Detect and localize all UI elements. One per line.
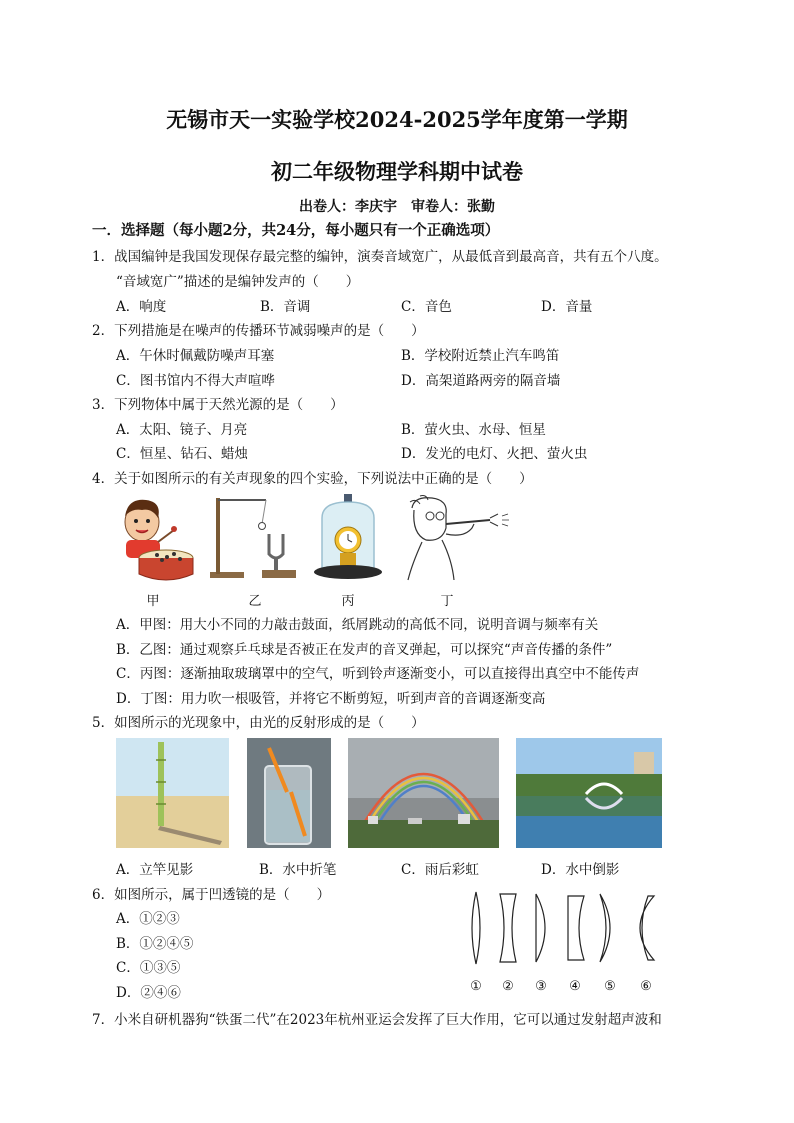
pole-shadow-photo [116, 738, 229, 848]
tuning-fork-figure [206, 494, 298, 582]
q4-option-c: C．丙图：逐渐抽取玻璃罩中的空气，听到铃声逐渐变小，可以直接得出真空中不能传声 [116, 666, 640, 682]
q1-option-d: D．音量 [541, 299, 593, 315]
lens-3-plano-convex [536, 894, 545, 962]
q6-option-d: D．②④⑥ [116, 985, 181, 1001]
q4-option-d: D．丁图：用力吹一根吸管，并将它不断剪短，听到声音的音调逐渐变高 [116, 691, 546, 707]
q1-option-a: A．响度 [116, 299, 167, 315]
pencil-in-water-photo [247, 738, 331, 848]
q2-option-c: C．图书馆内不得大声喧哗 [116, 373, 275, 389]
q2-stem: 2．下列措施是在噪声的传播环节减弱噪声的是（ ） [92, 323, 425, 339]
q4-option-b: B．乙图：通过观察乒乓球是否被正在发声的音叉弹起，可以探究“声音传播的条件” [116, 642, 613, 658]
q5-option-b: B．水中折笔 [259, 862, 337, 878]
figure-caption-jia: 甲 [146, 594, 160, 609]
exam-authors: 出卷人：李庆宇 审卷人：张勤 [299, 199, 495, 215]
water-reflection-photo [516, 738, 662, 848]
q4-option-a: A．甲图：用大小不同的力敲击鼓面，纸屑跳动的高低不同，说明音调与频率有关 [116, 617, 599, 633]
lens-label-1: ① [470, 979, 482, 994]
q5-option-a: A．立竿见影 [116, 862, 194, 878]
lens-5-convex-meniscus [600, 894, 610, 962]
q3-option-c: C．恒星、钻石、蜡烛 [116, 446, 248, 462]
section-heading: 一．选择题（每小题2分，共24分，每小题只有一个正确选项） [92, 222, 500, 239]
q6-option-b: B．①②④⑤ [116, 936, 194, 952]
lens-1-biconvex [472, 892, 480, 964]
lens-label-2: ② [502, 979, 514, 994]
rainbow-photo [348, 738, 499, 848]
q2-option-d: D．高架道路两旁的隔音墙 [401, 373, 561, 389]
exam-title-line2: 初二年级物理学科期中试卷 [271, 159, 523, 184]
q6-option-a: A．①②③ [116, 911, 180, 927]
q3-option-d: D．发光的电灯、火把、萤火虫 [401, 446, 588, 462]
lens-label-4: ④ [569, 979, 581, 994]
q5-option-d: D．水中倒影 [541, 862, 620, 878]
q3-stem: 3．下列物体中属于天然光源的是（ ） [92, 397, 344, 413]
q5-option-c: C．雨后彩虹 [401, 862, 479, 878]
straw-blowing-figure [402, 494, 512, 582]
q2-option-b: B．学校附近禁止汽车鸣笛 [401, 348, 560, 364]
drum-experiment-figure [112, 494, 198, 586]
q1-stem: 1．战国编钟是我国发现保存最完整的编钟，演奏音域宽广，从最低音到最高音，共有五个八度。 [92, 249, 668, 265]
lens-6-concave-meniscus [640, 896, 654, 960]
exam-title-line1: 无锡市天一实验学校2024-2025学年度第一学期 [166, 107, 628, 132]
q1-stem-line2: “音域宽广”描述的是编钟发声的（ ） [116, 274, 360, 290]
lens-label-6: ⑥ [640, 979, 652, 994]
lens-label-3: ③ [535, 979, 547, 994]
lens-4-plano-concave [568, 896, 584, 960]
q1-option-b: B．音调 [260, 299, 311, 315]
q6-stem: 6．如图所示，属于凹透镜的是（ ） [92, 887, 331, 903]
lens-label-5: ⑤ [604, 979, 616, 994]
q3-option-b: B．萤火虫、水母、恒星 [401, 422, 546, 438]
q3-option-a: A．太阳、镜子、月亮 [116, 422, 248, 438]
q4-stem: 4．关于如图所示的有关声现象的四个实验，下列说法中正确的是（ ） [92, 471, 533, 487]
figure-caption-bing: 丙 [341, 594, 355, 609]
q6-option-c: C．①③⑤ [116, 960, 181, 976]
figure-caption-yi: 乙 [248, 594, 262, 609]
q2-option-a: A．午休时佩戴防噪声耳塞 [116, 348, 275, 364]
lens-2-biconcave [500, 894, 516, 962]
bell-jar-figure [312, 492, 384, 582]
q5-stem: 5．如图所示的光现象中，由光的反射形成的是（ ） [92, 715, 425, 731]
figure-caption-ding: 丁 [440, 594, 454, 609]
lens-diagram [460, 888, 670, 968]
q7-stem: 7．小米自研机器狗“铁蛋二代”在2023年杭州亚运会发挥了巨大作用，它可以通过发射超声波和 [92, 1012, 662, 1028]
q1-option-c: C．音色 [401, 299, 452, 315]
